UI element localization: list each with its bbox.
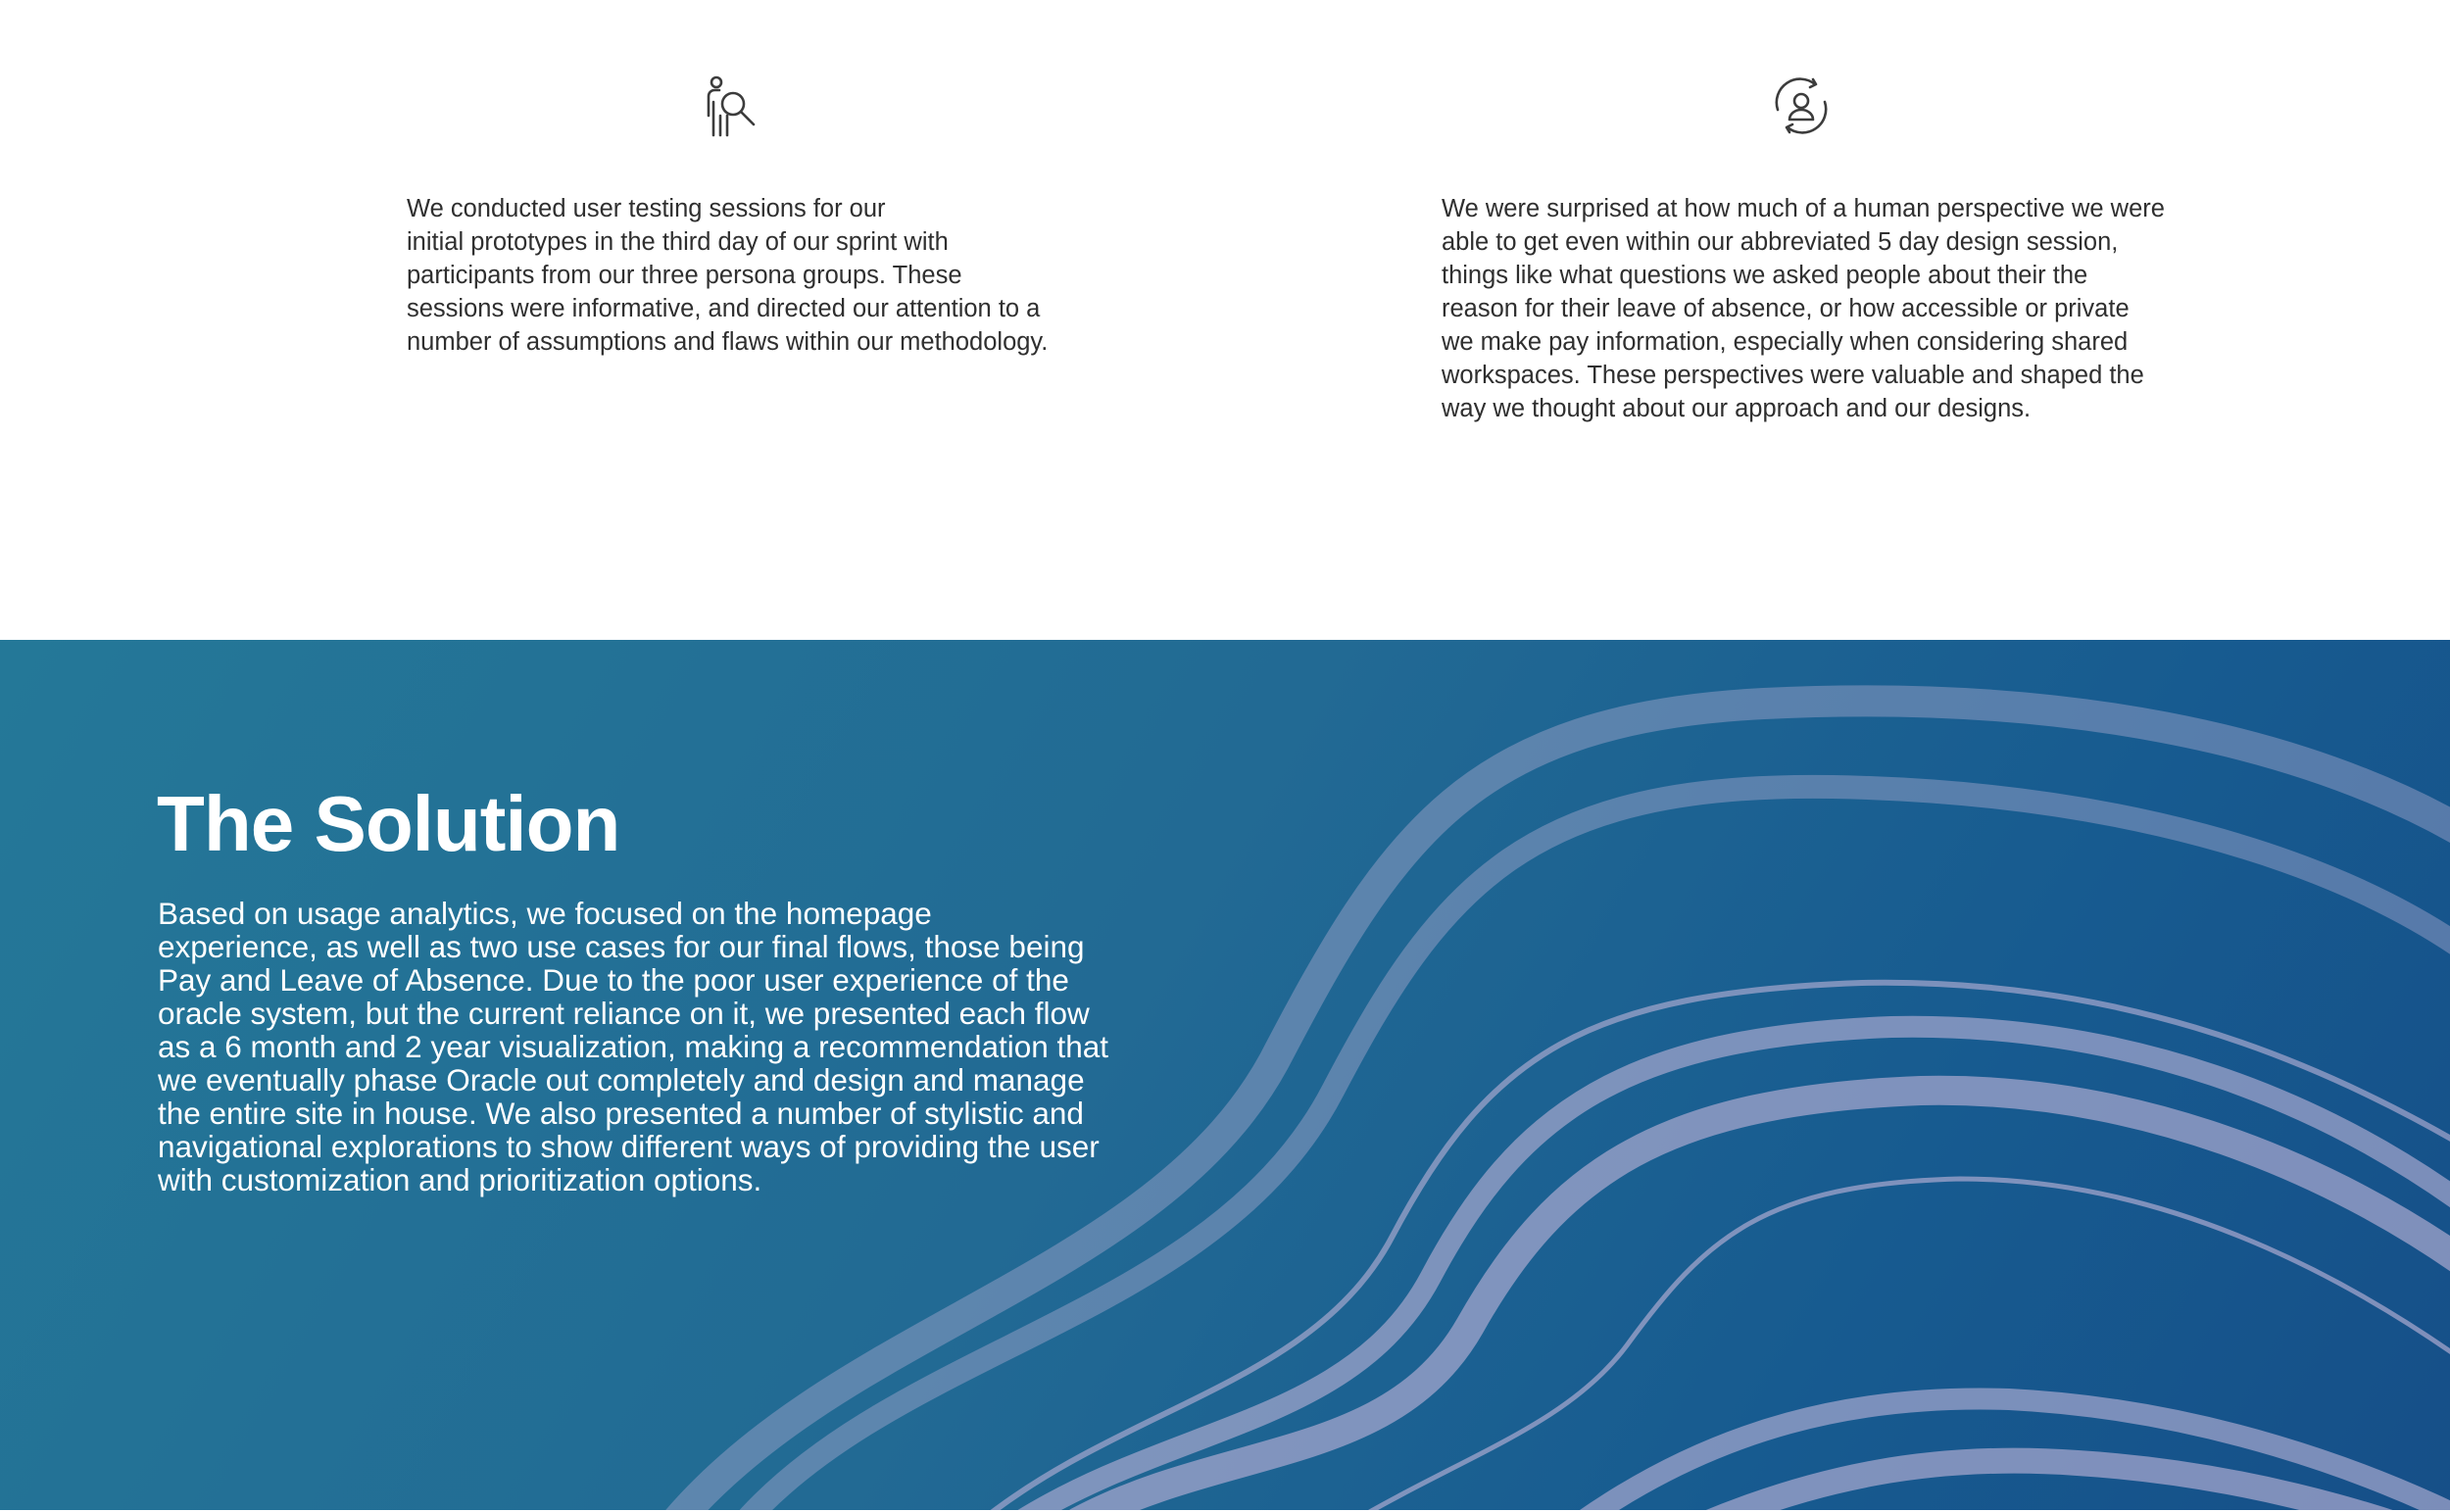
solution-title: The Solution xyxy=(157,780,620,867)
user-cycle-icon xyxy=(1770,74,1833,137)
solution-section xyxy=(0,640,2450,1512)
findings-section xyxy=(0,0,2450,640)
user-research-icon xyxy=(701,74,763,137)
solution-body: Based on usage analytics, we focused on the homepage experience, as well as two use cases for our final flows, those being Pay and Leave of Absence. Due to the poor user experience of the oracle system, but the current reliance on it, we presented each flow as a 6 month and 2 year visualization, making a recommendation that we eventually phase Oracle out completely and design and manage the entire site in house. We also presented a number of stylistic and navigational explorations to show different ways of providing the user with customization and prioritization options. xyxy=(158,896,1109,1197)
finding-text: We conducted user testing sessions for our initial prototypes in the third day of our sprint with participants from our three persona groups. These sessions were informative, and directed our attention to a number of assumptions and flaws within our methodology. xyxy=(407,195,1049,356)
finding-text: We were surprised at how much of a human perspective we were able to get even within our abbreviated 5 day design session, things like what questions we asked people about their the reason for their leave of absence, or how accessible or private we make pay information, especially when considering shared workspaces. These perspectives were valuable and shaped the way we thought about our approach and our designs. xyxy=(1442,195,2165,422)
